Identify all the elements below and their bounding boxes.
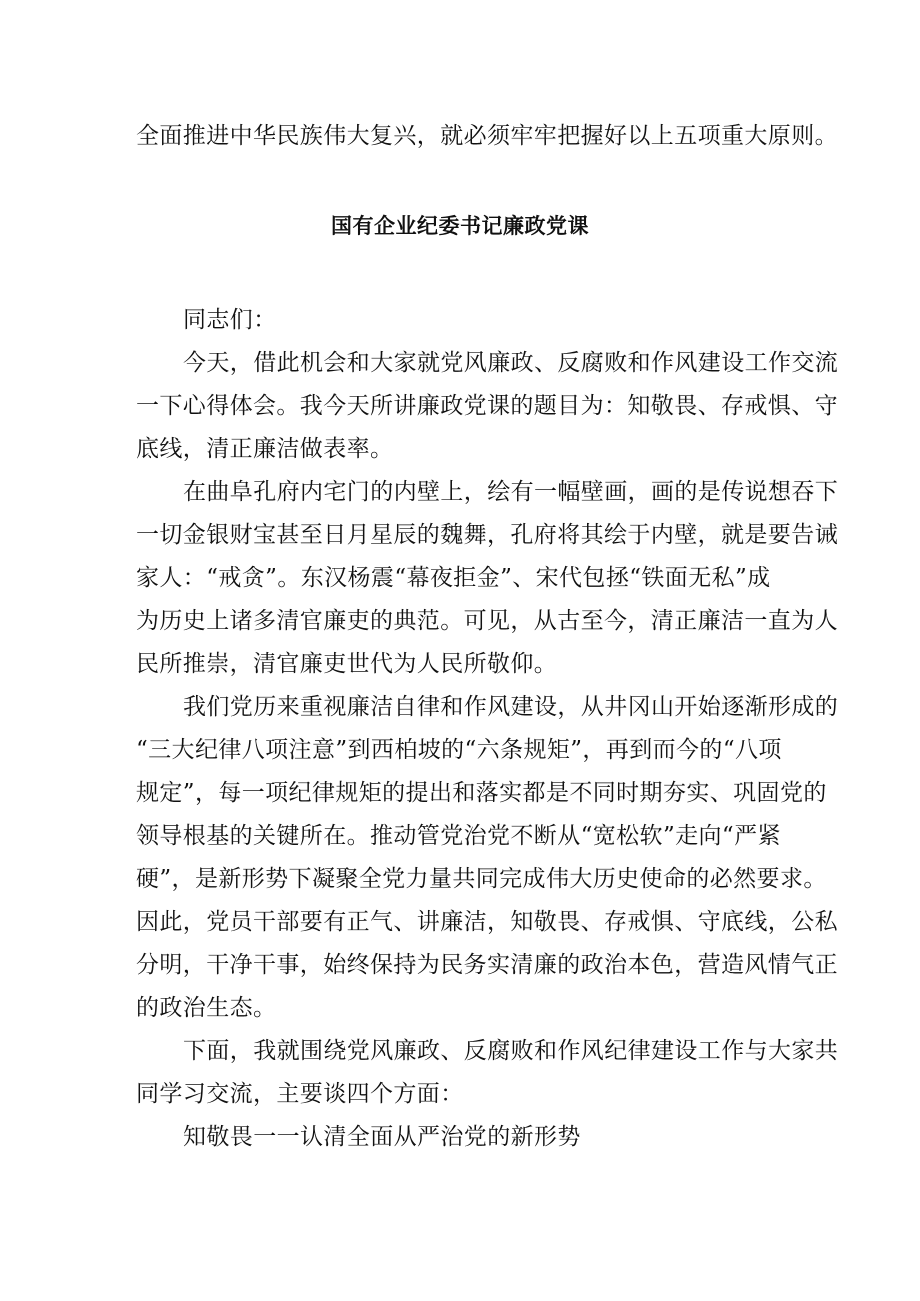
paragraph-2-line-2: 一切金银财宝甚至日月星辰的魏舞，孔府将其绘于内壁，就是要告诫 [136,522,838,548]
paragraph-2-line-1: 在曲阜孔府内宅门的内壁上，绘有一幅壁画，画的是传说想吞下 [183,479,839,505]
paragraph-4-line-2: 同学习交流，主要谈四个方面： [136,1081,464,1107]
document-title: 国有企业纪委书记廉政党课 [331,213,589,238]
paragraph-3-line-8: 的政治生态。 [136,995,277,1021]
paragraph-3-line-4: 领导根基的关键所在。推动管党治党不断从“宽松软”走向“严紧 [136,823,781,849]
paragraph-3-line-2: “三大纪律八项注意”到西柏坡的“六条规矩”，再到而今的“八项 [136,737,782,763]
paragraph-1-line-2: 一下心得体会。我今天所讲廉政党课的题目为：知敬畏、存戒惧、守 [136,393,838,419]
paragraph-3-line-3: 规定”，每一项纪律规矩的提出和落实都是不同时期夯实、巩固党的 [136,780,827,806]
section-heading: 知敬畏一一认清全面从严治党的新形势 [183,1124,581,1150]
paragraph-3-line-7: 分明，干净干事，始终保持为民务实清廉的政治本色，营造风情气正 [136,952,838,978]
paragraph-1-line-3: 底线，清正廉洁做表率。 [136,436,394,462]
paragraph-1-line-1: 今天，借此机会和大家就党风廉政、反腐败和作风建设工作交流 [183,350,839,376]
paragraph-2-line-4: 为历史上诸多清官廉吏的典范。可见，从古至今，清正廉洁一直为人 [136,608,838,634]
paragraph-2-line-3: 家人：“戒贪”。东汉杨震“幕夜拒金”、宋代包拯“铁面无私”成 [136,565,771,591]
salutation: 同志们： [183,307,277,333]
paragraph-2-line-5: 民所推崇，清官廉吏世代为人民所敬仰。 [136,651,558,677]
paragraph-3-line-6: 因此，党员干部要有正气、讲廉洁，知敬畏、存戒惧、守底线，公私 [136,909,838,935]
paragraph-3-line-5: 硬”，是新形势下凝聚全党力量共同完成伟大历史使命的必然要求。 [136,866,827,892]
paragraph-4-line-1: 下面，我就围绕党风廉政、反腐败和作风纪律建设工作与大家共 [183,1038,839,1064]
paragraph-3-line-1: 我们党历来重视廉洁自律和作风建设，从井冈山开始逐渐形成的 [183,694,839,720]
lead-line: 全面推进中华民族伟大复兴，就必须牢牢把握好以上五项重大原则。 [136,123,838,149]
